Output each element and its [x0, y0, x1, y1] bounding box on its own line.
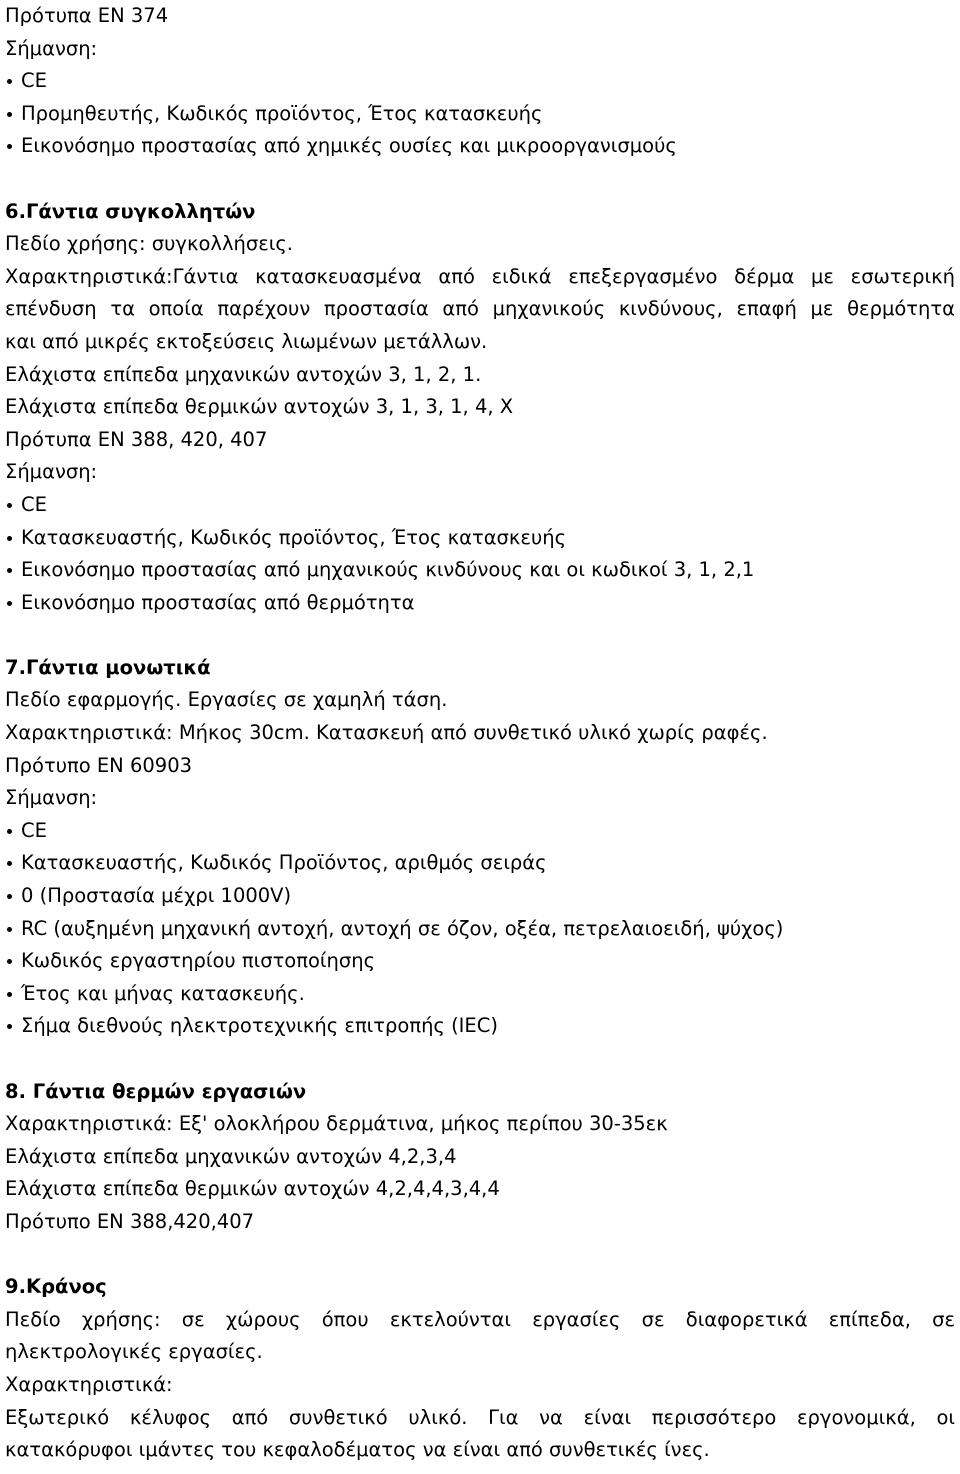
bullet-icon	[5, 978, 21, 1011]
bullet-icon	[5, 65, 21, 98]
list-item: Σήμα διεθνούς ηλεκτροτεχνικής επιτροπής (IEC)	[5, 1010, 955, 1043]
list-item: RC (αυξημένη μηχανική αντοχή, αντοχή σε όζον, οξέα, πετρελαιοειδή, ψύχος)	[5, 913, 955, 946]
section-heading-helmet: 9.Κράνος	[5, 1275, 107, 1299]
usage-text: Πεδίο εφαρμογής. Εργασίες σε χαμηλή τάση.	[5, 688, 448, 712]
list-item: Κατασκευαστής, Κωδικός Προϊόντος, αριθμός σειράς	[5, 847, 955, 880]
list-item: Κωδικός εργαστηρίου πιστοποίησης	[5, 945, 955, 978]
marking-label: Σήμανση:	[5, 36, 98, 60]
bullet-icon	[5, 489, 21, 522]
spacer	[5, 619, 955, 652]
document-page	[5, 0, 955, 1467]
mechanical-levels: Ελάχιστα επίπεδα μηχανικών αντοχών 3, 1, 2, 1.	[5, 362, 482, 386]
bullet-icon	[5, 815, 21, 848]
bullet-icon	[5, 1010, 21, 1043]
bullet-icon	[5, 913, 21, 946]
marking-label: Σήμανση:	[5, 786, 98, 810]
mechanical-levels: Ελάχιστα επίπεδα μηχανικών αντοχών 4,2,3,4	[5, 1144, 457, 1168]
usage-text: Πεδίο χρήσης: σε χώρους όπου εκτελούνται εργασίες σε διαφορετικά επίπεδα, σε	[5, 1307, 955, 1331]
bullet-icon	[5, 98, 21, 131]
bullet-icon	[5, 945, 21, 978]
bullet-icon	[5, 522, 21, 555]
marking-label: Σήμανση:	[5, 460, 98, 484]
list-item: Έτος και μήνας κατασκευής.	[5, 978, 955, 1011]
list-item: Εικονόσημο προστασίας από χημικές ουσίες και μικροοργανισμούς	[5, 130, 955, 163]
list-item: Κατασκευαστής, Κωδικός προϊόντος, Έτος κατασκευής	[5, 522, 955, 555]
thermal-levels: Ελάχιστα επίπεδα θερμικών αντοχών 3, 1, 3, 1, 4, X	[5, 395, 514, 419]
section-heading-insulating-gloves: 7.Γάντια μονωτικά	[5, 655, 211, 679]
list-item: Προμηθευτής, Κωδικός προϊόντος, Έτος κατασκευής	[5, 98, 955, 131]
features-text: και από μικρές εκτοξεύσεις λιωμένων μετάλλων.	[5, 329, 488, 353]
section-heading-hot-work-gloves: 8. Γάντια θερμών εργασιών	[5, 1079, 307, 1103]
spacer	[5, 163, 955, 196]
features-text: Χαρακτηριστικά: Εξ' ολοκλήρου δερμάτινα, μήκος περίπου 30-35εκ	[5, 1112, 668, 1136]
list-item: Εικονόσημο προστασίας από μηχανικούς κινδύνους και οι κωδικοί 3, 1, 2,1	[5, 554, 955, 587]
list-item: 0 (Προστασία μέχρι 1000V)	[5, 880, 955, 913]
section-heading-welders-gloves: 6.Γάντια συγκολλητών	[5, 199, 256, 223]
features-text: Χαρακτηριστικά: Μήκος 30cm. Κατασκευή από συνθετικό υλικό χωρίς ραφές.	[5, 721, 768, 745]
list-item: CE	[5, 489, 955, 522]
standard-text: Πρότυπο EN 388,420,407	[5, 1209, 255, 1233]
bullet-icon	[5, 847, 21, 880]
bullet-icon	[5, 880, 21, 913]
thermal-levels: Ελάχιστα επίπεδα θερμικών αντοχών 4,2,4,4,3,4,4	[5, 1177, 500, 1201]
list-item: CE	[5, 815, 955, 848]
bullet-icon	[5, 130, 21, 163]
standard-en374: Πρότυπα EN 374	[5, 4, 169, 27]
features-label: Χαρακτηριστικά:	[5, 1372, 173, 1396]
list-item: CE	[5, 65, 955, 98]
bullet-icon	[5, 587, 21, 620]
usage-text: ηλεκτρολογικές εργασίες.	[5, 1340, 263, 1364]
features-text: κατακόρυφοι ιμάντες του κεφαλοδέματος να είναι από συνθετικές ίνες.	[5, 1438, 710, 1462]
bullet-icon	[5, 554, 21, 587]
features-text: επένδυση τα οποία παρέχουν προστασία από μηχανικούς κινδύνους, επαφή με θερμότητα	[5, 297, 955, 321]
usage-text: Πεδίο χρήσης: συγκολλήσεις.	[5, 232, 293, 256]
spacer	[5, 1043, 955, 1076]
standard-text: Πρότυπο EN 60903	[5, 753, 193, 777]
list-item: Εικονόσημο προστασίας από θερμότητα	[5, 587, 955, 620]
features-text: Χαρακτηριστικά:Γάντια κατασκευασμένα από ειδικά επεξεργασμένο δέρμα με εσωτερική	[5, 264, 955, 288]
features-text: Εξωτερικό κέλυφος από συνθετικό υλικό. Για να είναι περισσότερο εργονομικά, οι	[5, 1405, 955, 1429]
spacer	[5, 1239, 955, 1272]
standard-text: Πρότυπα EN 388, 420, 407	[5, 427, 268, 451]
